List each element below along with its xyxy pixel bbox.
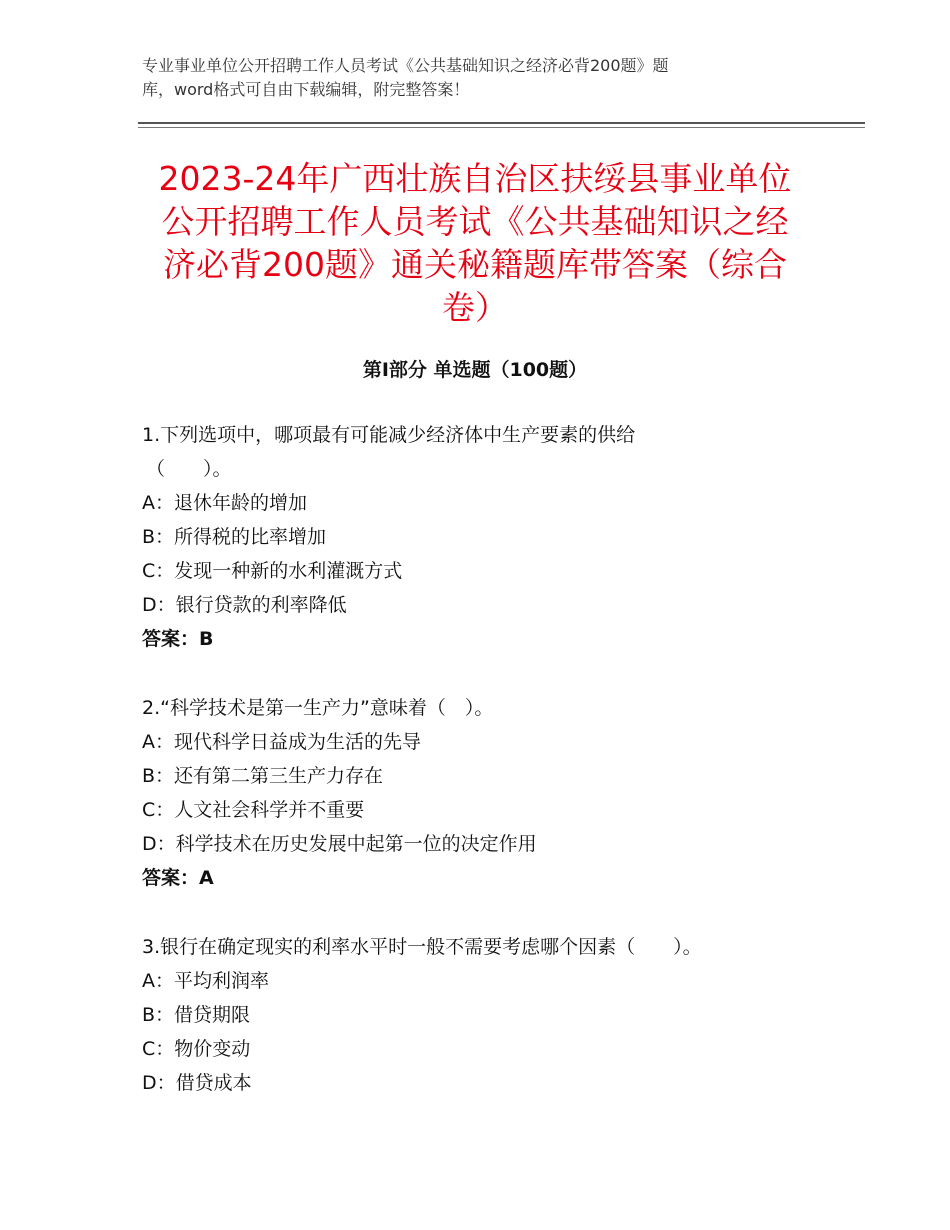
title-line-2: 公开招聘工作人员考试《公共基础知识之经: [161, 202, 789, 241]
header-note: [142, 54, 782, 102]
answer: 答案：B: [142, 628, 214, 650]
option-a: A：现代科学日益成为生活的先导: [142, 731, 421, 753]
option-b: B：还有第二第三生产力存在: [142, 765, 384, 787]
question-stem: 1.下列选项中，哪项最有可能减少经济体中生产要素的供给: [142, 424, 636, 446]
option-c: C：人文社会科学并不重要: [142, 799, 365, 821]
option-b: B：所得税的比率增加: [142, 526, 327, 548]
option-b: B：借贷期限: [142, 1004, 251, 1026]
question-1: [142, 418, 822, 656]
question-stem: 3.银行在确定现实的利率水平时一般不需要考虑哪个因素（ ）。: [142, 936, 702, 958]
title-line-3: 济必背200题》通关秘籍题库带答案（综合: [163, 245, 787, 284]
header-note-line-1: 专业事业单位公开招聘工作人员考试《公共基础知识之经济必背200题》题: [142, 56, 669, 75]
header-rule-thin: [138, 127, 865, 128]
question-stem: 2.“科学技术是第一生产力”意味着（ ）。: [142, 697, 494, 719]
option-a: A：平均利润率: [142, 970, 269, 992]
option-a: A：退休年龄的增加: [142, 492, 307, 514]
option-d: D：银行贷款的利率降低: [142, 594, 347, 616]
answer: 答案：A: [142, 867, 214, 889]
option-d: D：借贷成本: [142, 1072, 252, 1094]
document-title: [140, 157, 810, 329]
header-note-line-2: 库，word格式可自由下载编辑，附完整答案！: [142, 80, 470, 99]
question-3: [142, 930, 822, 1100]
option-c: C：发现一种新的水利灌溉方式: [142, 560, 403, 582]
question-stem-continued: （ ）。: [146, 458, 232, 480]
section-heading: 第Ⅰ部分 单选题（100题）: [362, 359, 588, 381]
title-line-4: 卷）: [442, 288, 508, 327]
option-c: C：物价变动: [142, 1038, 251, 1060]
header-rule-thick: [138, 122, 865, 124]
title-line-1: 2023-24年广西壮族自治区扶绥县事业单位: [158, 159, 792, 198]
question-2: [142, 691, 822, 895]
option-d: D：科学技术在历史发展中起第一位的决定作用: [142, 833, 537, 855]
